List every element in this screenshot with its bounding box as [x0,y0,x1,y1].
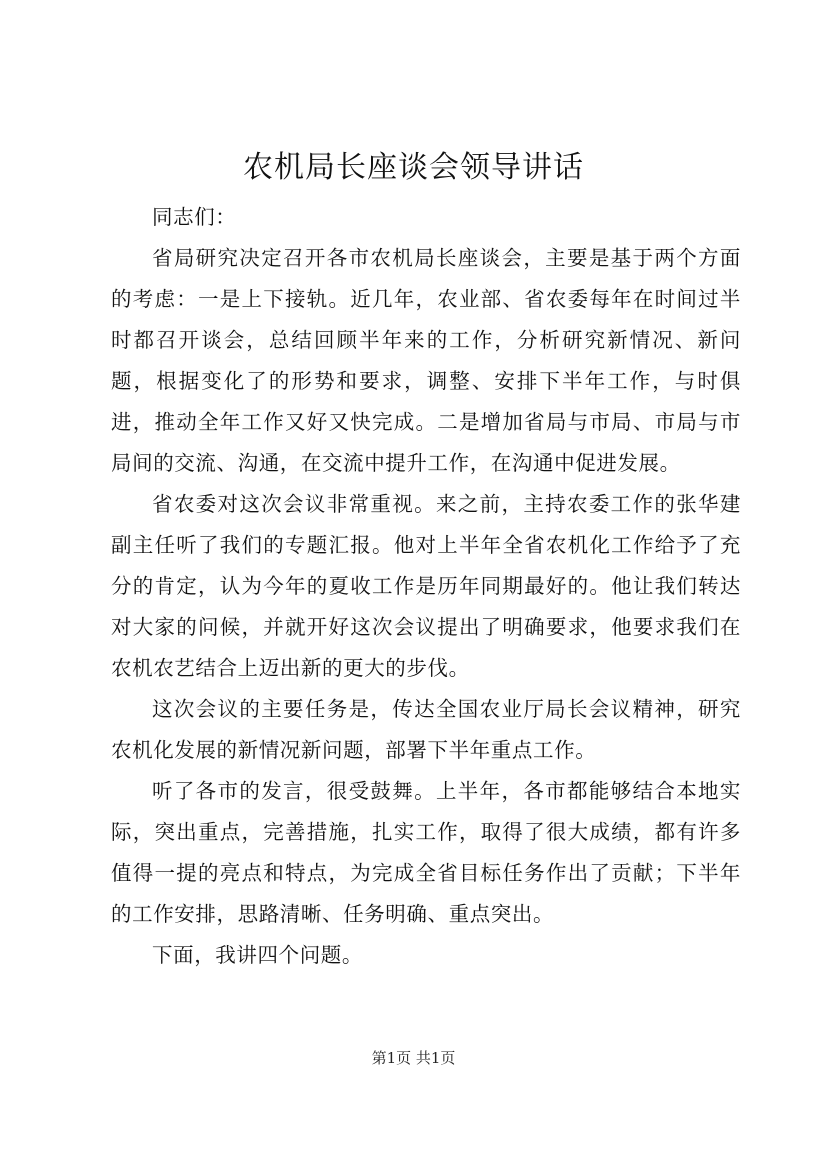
page-footer: 第1页 共1页 [371,1049,456,1067]
document-title: 农机局长座谈会领导讲话 [243,150,584,185]
paragraph: 省农委对这次会议非常重视。来之前，主持农委工作的张华建副主任听了我们的专题汇报。他对上半年全省农机化工作给予了充分的肯定，认为今年的夏收工作是历年同期最好的。他让我们转达对大家的问候，并就开好这次会议提出了明确要求，他要求我们在农机农艺结合上迈出新的更大的步伐。 [111,492,741,680]
paragraph: 这次会议的主要任务是，传达全国农业厅局长会议精神，研究农机化发展的新情况新问题，部署下半年重点工作。 [111,697,741,762]
paragraph-greeting: 同志们： [152,205,237,229]
paragraph: 听了各市的发言，很受鼓舞。上半年，各市都能够结合本地实际，突出重点，完善措施，扎实工作，取得了很大成绩，都有许多值得一提的亮点和特点，为完成全省目标任务作出了贡献；下半年的工作安排，思路清晰、任务明确、重点突出。 [111,779,741,926]
paragraph: 下面，我讲四个问题。 [152,943,363,967]
document-body [111,197,741,976]
paragraph: 省局研究决定召开各市农机局长座谈会，主要是基于两个方面的考虑：一是上下接轨。近几年，农业部、省农委每年在时间过半时都召开谈会，总结回顾半年来的工作，分析研究新情况、新问题，根据变化了的形势和要求，调整、安排下半年工作，与时俱进，推动全年工作又好又快完成。二是增加省局与市局、市局与市局间的交流、沟通，在交流中提升工作，在沟通中促进发展。 [111,246,741,475]
